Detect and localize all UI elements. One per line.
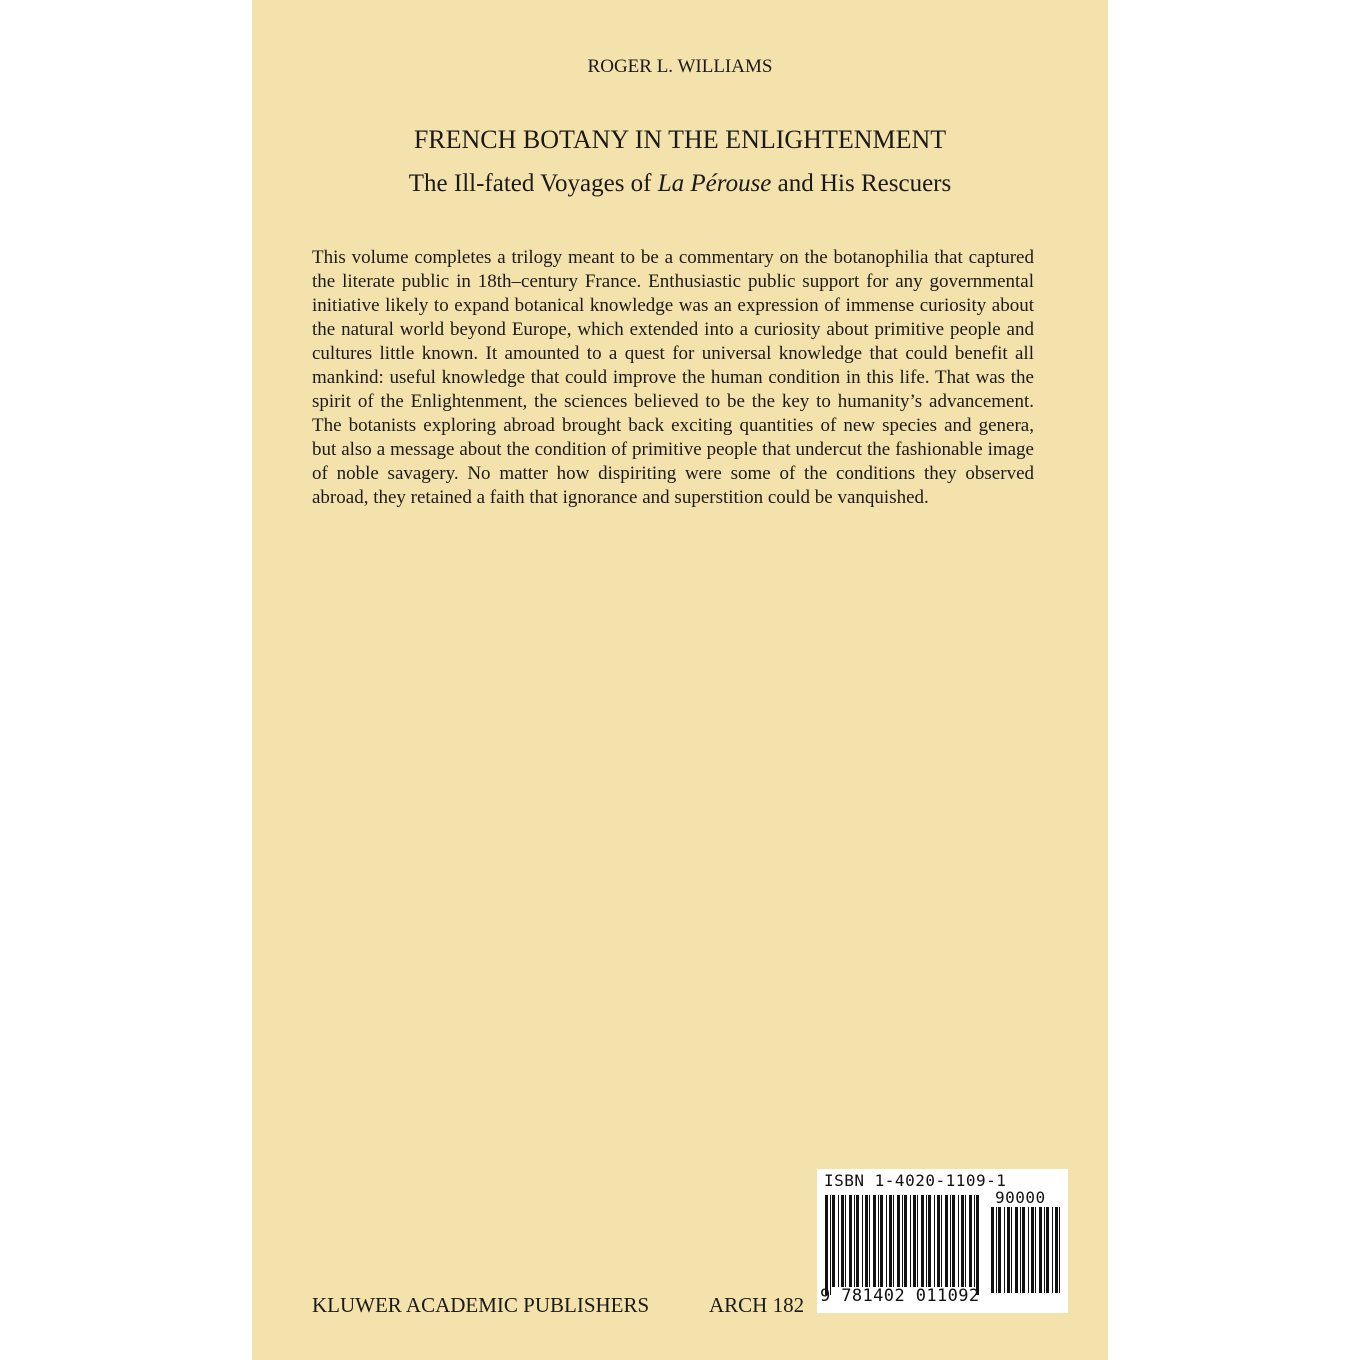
back-cover [252, 0, 1108, 1360]
book-subtitle [252, 170, 1108, 198]
isbn-label: ISBN 1-4020-1109-1 [824, 1171, 1007, 1190]
price-code: 90000 [995, 1188, 1046, 1207]
blurb-paragraph: This volume completes a trilogy meant to be a commentary on the botanophilia that captured the literate public in 18th–century France. Enthusiastic public support for any governmental initiative likely to expand botanical knowledge was an expression of immense curiosity about the natural world beyond Europe, which extended into a curiosity about primitive people and cultures little known. It amounted to a quest for universal knowledge that could benefit all mankind: useful knowledge that could improve the human condition in this life. That was the spirit of the Enlightenment, the sciences believed to be the key to humanity’s advancement. The botanists exploring abroad brought back exciting quantities of new species and genera, but also a message about the condition of primitive people that undercut the fashionable image of noble savagery. No matter how dispiriting were some of the conditions they observed abroad, they retained a faith that ignorance and superstition could be vanquished. [312, 247, 1034, 508]
barcode-box [817, 1169, 1068, 1313]
subtitle-part-1: The Ill-fated Voyages of [408, 170, 658, 197]
author-name: ROGER L. WILLIAMS [587, 56, 773, 77]
series-number: ARCH 182 [709, 1293, 805, 1317]
subtitle-italic-name: La Pérouse [657, 170, 772, 197]
subtitle-part-2: and His Rescuers [771, 170, 952, 197]
publisher-name: KLUWER ACADEMIC PUBLISHERS [312, 1293, 650, 1317]
book-title: FRENCH BOTANY IN THE ENLIGHTENMENT [413, 125, 947, 154]
ean-digits: 9 781402 011092 [820, 1286, 980, 1306]
